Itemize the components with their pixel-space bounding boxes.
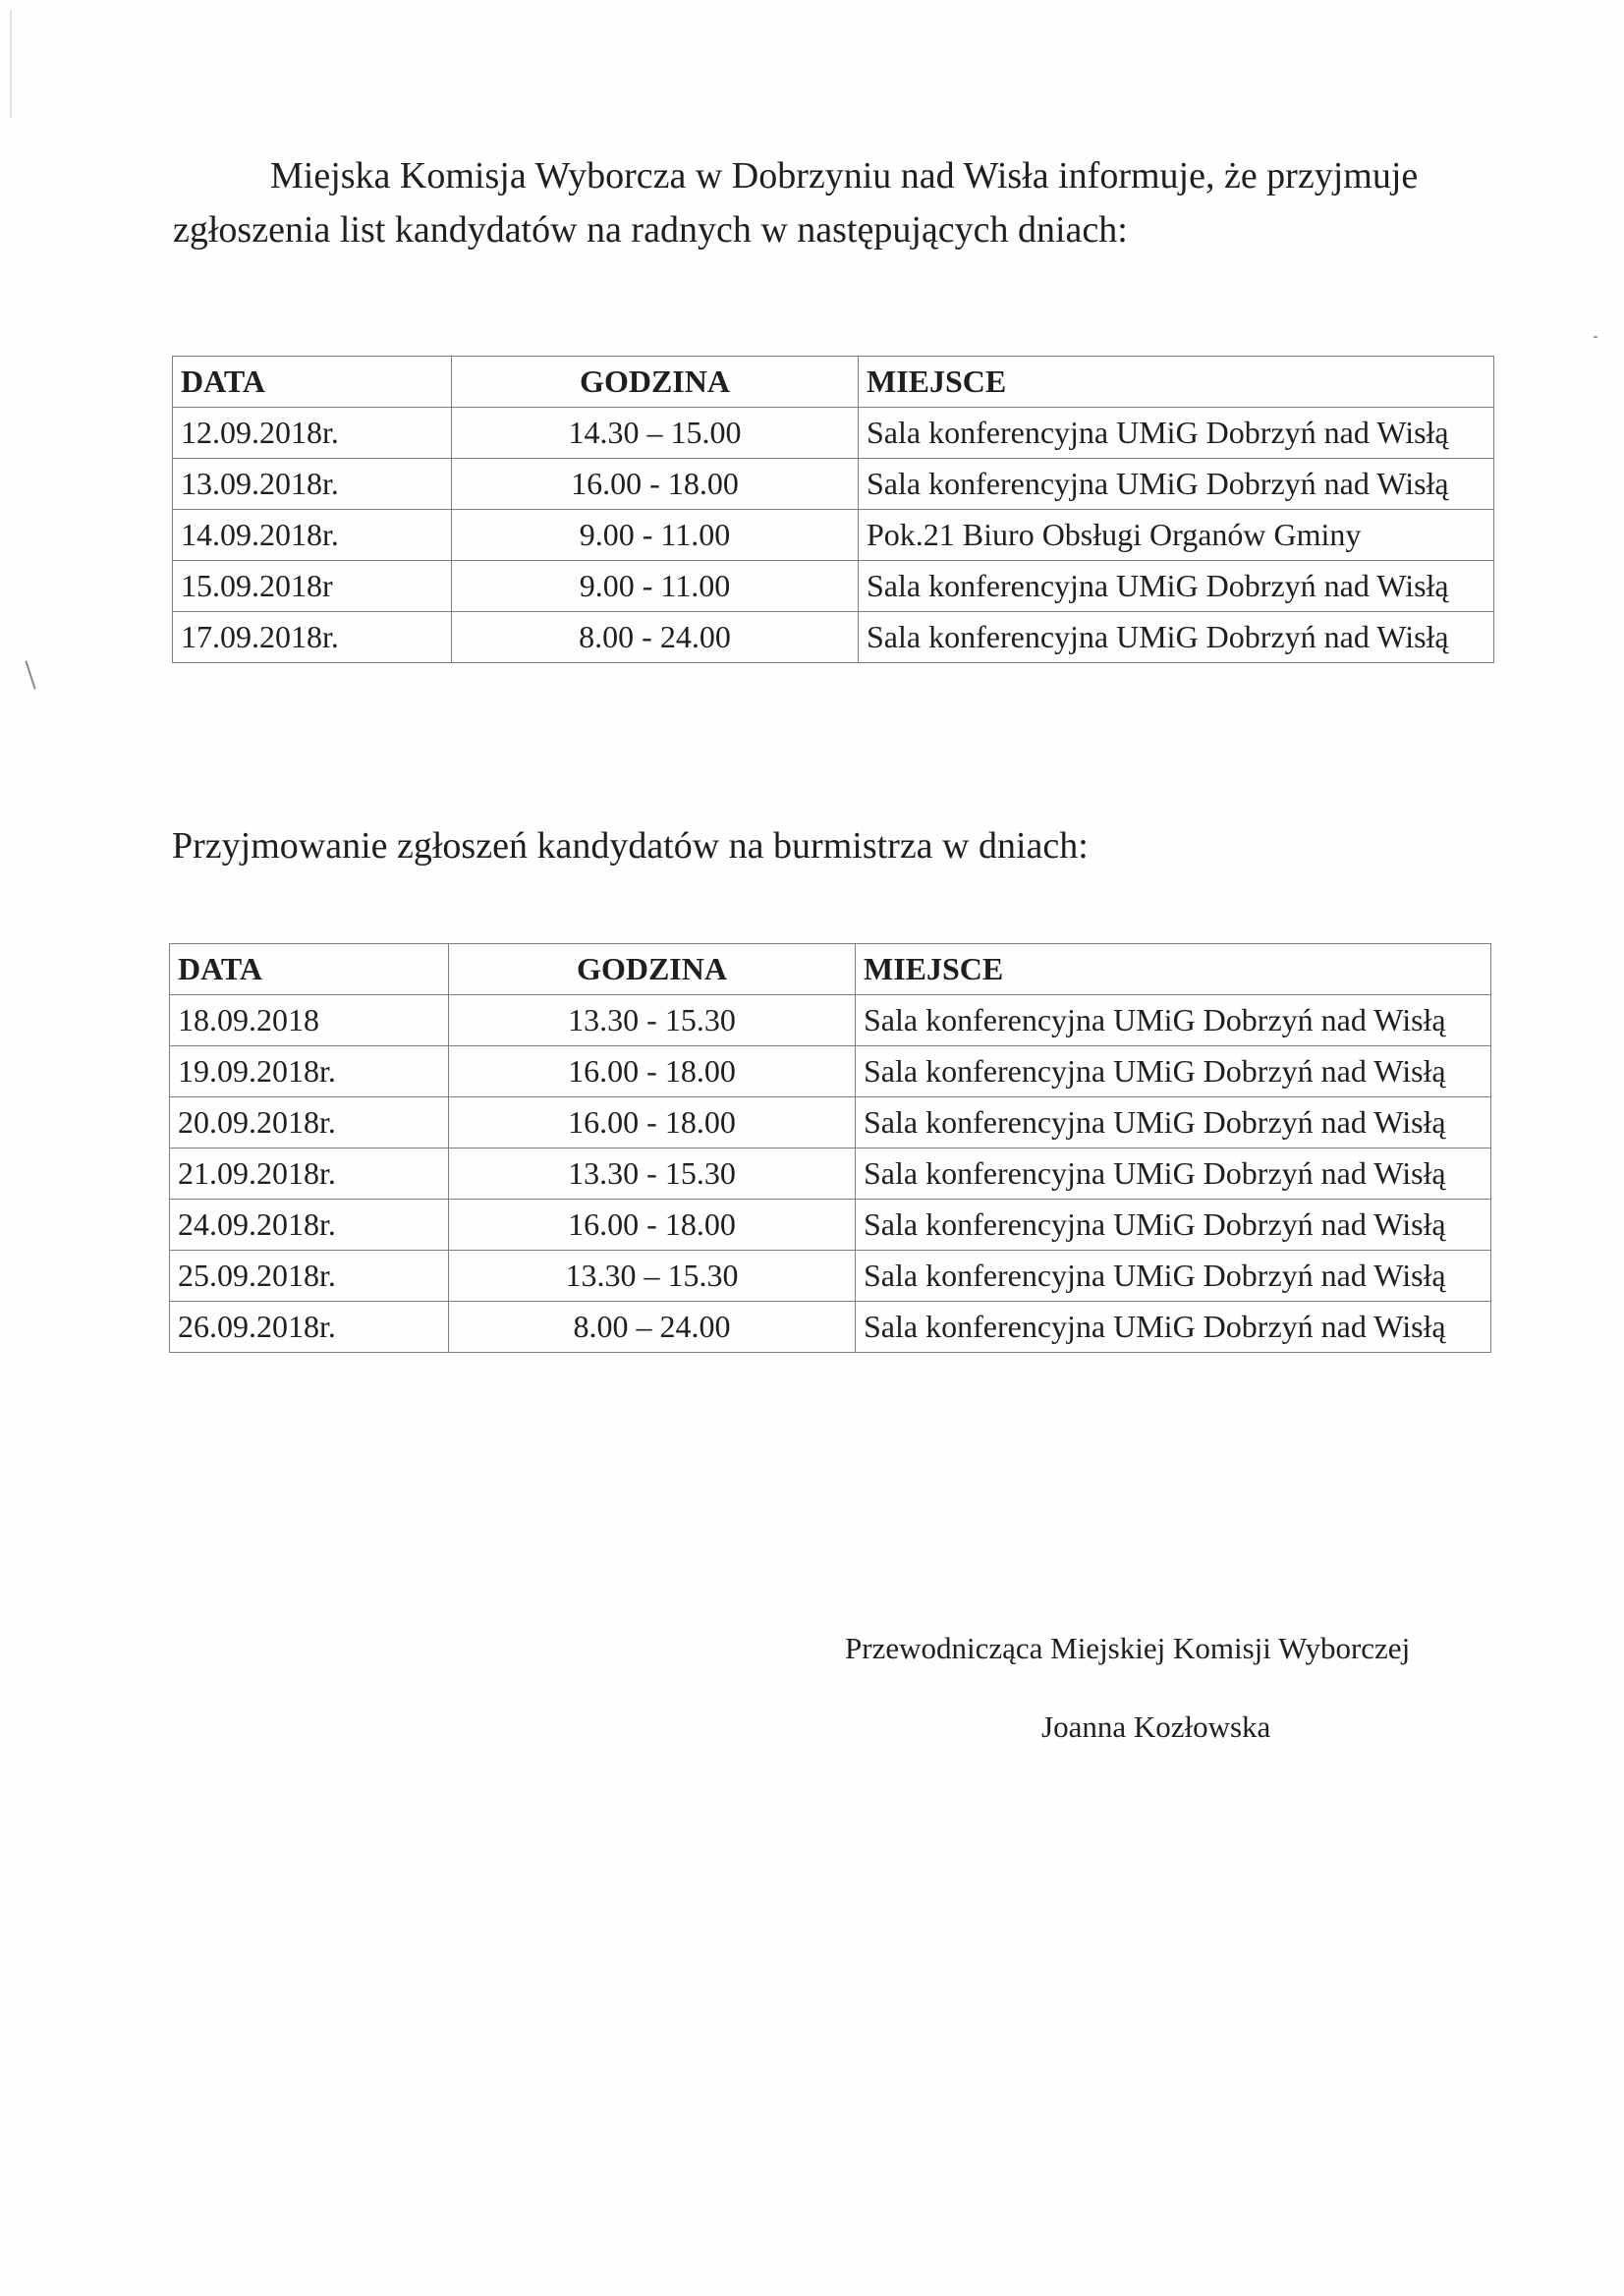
cell-date: 19.09.2018r. — [170, 1046, 449, 1097]
councillor-schedule-table — [172, 356, 1494, 663]
cell-date: 21.09.2018r. — [170, 1148, 449, 1200]
cell-date: 13.09.2018r. — [173, 459, 452, 510]
scan-speck — [1594, 336, 1597, 338]
header-place: MIEJSCE — [856, 944, 1491, 995]
cell-place: Sala konferencyjna UMiG Dobrzyń nad Wisłą — [856, 1148, 1491, 1200]
table-row — [170, 1097, 1491, 1148]
cell-place: Sala konferencyjna UMiG Dobrzyń nad Wisłą — [856, 995, 1491, 1046]
header-place: MIEJSCE — [859, 357, 1494, 408]
intro-line-1: Miejska Komisja Wyborcza w Dobrzyniu nad Wisła informuje, że przyjmuje — [270, 155, 1419, 196]
cell-place: Sala konferencyjna UMiG Dobrzyń nad Wisłą — [856, 1200, 1491, 1251]
cell-date: 14.09.2018r. — [173, 510, 452, 561]
cell-place: Sala konferencyjna UMiG Dobrzyń nad Wisłą — [856, 1251, 1491, 1302]
header-date: DATA — [170, 944, 449, 995]
cell-time: 8.00 – 24.00 — [449, 1302, 856, 1353]
table-row — [173, 612, 1494, 663]
table-row — [173, 561, 1494, 612]
table-row — [170, 1046, 1491, 1097]
cell-time: 9.00 - 11.00 — [452, 561, 859, 612]
cell-time: 16.00 - 18.00 — [449, 1200, 856, 1251]
cell-time: 13.30 – 15.30 — [449, 1251, 856, 1302]
table-row — [170, 995, 1491, 1046]
mayor-schedule-table — [169, 943, 1491, 1353]
cell-date: 17.09.2018r. — [173, 612, 452, 663]
scan-stray-mark — [25, 660, 35, 689]
signatory-name: Joanna Kozłowska — [1041, 1709, 1271, 1744]
table-row — [170, 1200, 1491, 1251]
cell-time: 13.30 - 15.30 — [449, 995, 856, 1046]
table-row — [173, 408, 1494, 459]
table-row — [173, 510, 1494, 561]
table-row — [170, 1148, 1491, 1200]
table-header-row — [170, 944, 1491, 995]
scan-edge-mark — [10, 10, 12, 118]
table-row — [173, 459, 1494, 510]
cell-time: 14.30 – 15.00 — [452, 408, 859, 459]
signatory-title: Przewodnicząca Miejskiej Komisji Wyborczej — [845, 1631, 1411, 1665]
cell-place: Sala konferencyjna UMiG Dobrzyń nad Wisłą — [856, 1302, 1491, 1353]
cell-time: 13.30 - 15.30 — [449, 1148, 856, 1200]
cell-date: 18.09.2018 — [170, 995, 449, 1046]
table-header-row — [173, 357, 1494, 408]
cell-place: Sala konferencyjna UMiG Dobrzyń nad Wisłą — [859, 408, 1494, 459]
cell-place: Sala konferencyjna UMiG Dobrzyń nad Wisłą — [859, 612, 1494, 663]
cell-time: 16.00 - 18.00 — [452, 459, 859, 510]
intro-line-2: zgłoszenia list kandydatów na radnych w następujących dniach: — [173, 209, 1128, 251]
cell-time: 16.00 - 18.00 — [449, 1046, 856, 1097]
cell-date: 20.09.2018r. — [170, 1097, 449, 1148]
cell-time: 9.00 - 11.00 — [452, 510, 859, 561]
cell-date: 12.09.2018r. — [173, 408, 452, 459]
cell-date: 24.09.2018r. — [170, 1200, 449, 1251]
header-time: GODZINA — [449, 944, 856, 995]
cell-date: 25.09.2018r. — [170, 1251, 449, 1302]
cell-place: Sala konferencyjna UMiG Dobrzyń nad Wisłą — [856, 1097, 1491, 1148]
cell-place: Sala konferencyjna UMiG Dobrzyń nad Wisłą — [859, 459, 1494, 510]
cell-place: Pok.21 Biuro Obsługi Organów Gminy — [859, 510, 1494, 561]
cell-time: 8.00 - 24.00 — [452, 612, 859, 663]
cell-place: Sala konferencyjna UMiG Dobrzyń nad Wisłą — [856, 1046, 1491, 1097]
table-row — [170, 1251, 1491, 1302]
cell-date: 15.09.2018r — [173, 561, 452, 612]
cell-place: Sala konferencyjna UMiG Dobrzyń nad Wisłą — [859, 561, 1494, 612]
cell-time: 16.00 - 18.00 — [449, 1097, 856, 1148]
intro-paragraph — [173, 149, 1489, 257]
cell-date: 26.09.2018r. — [170, 1302, 449, 1353]
header-time: GODZINA — [452, 357, 859, 408]
header-date: DATA — [173, 357, 452, 408]
table-row — [170, 1302, 1491, 1353]
mayor-section-heading: Przyjmowanie zgłoszeń kandydatów na burmistrza w dniach: — [172, 825, 1089, 867]
